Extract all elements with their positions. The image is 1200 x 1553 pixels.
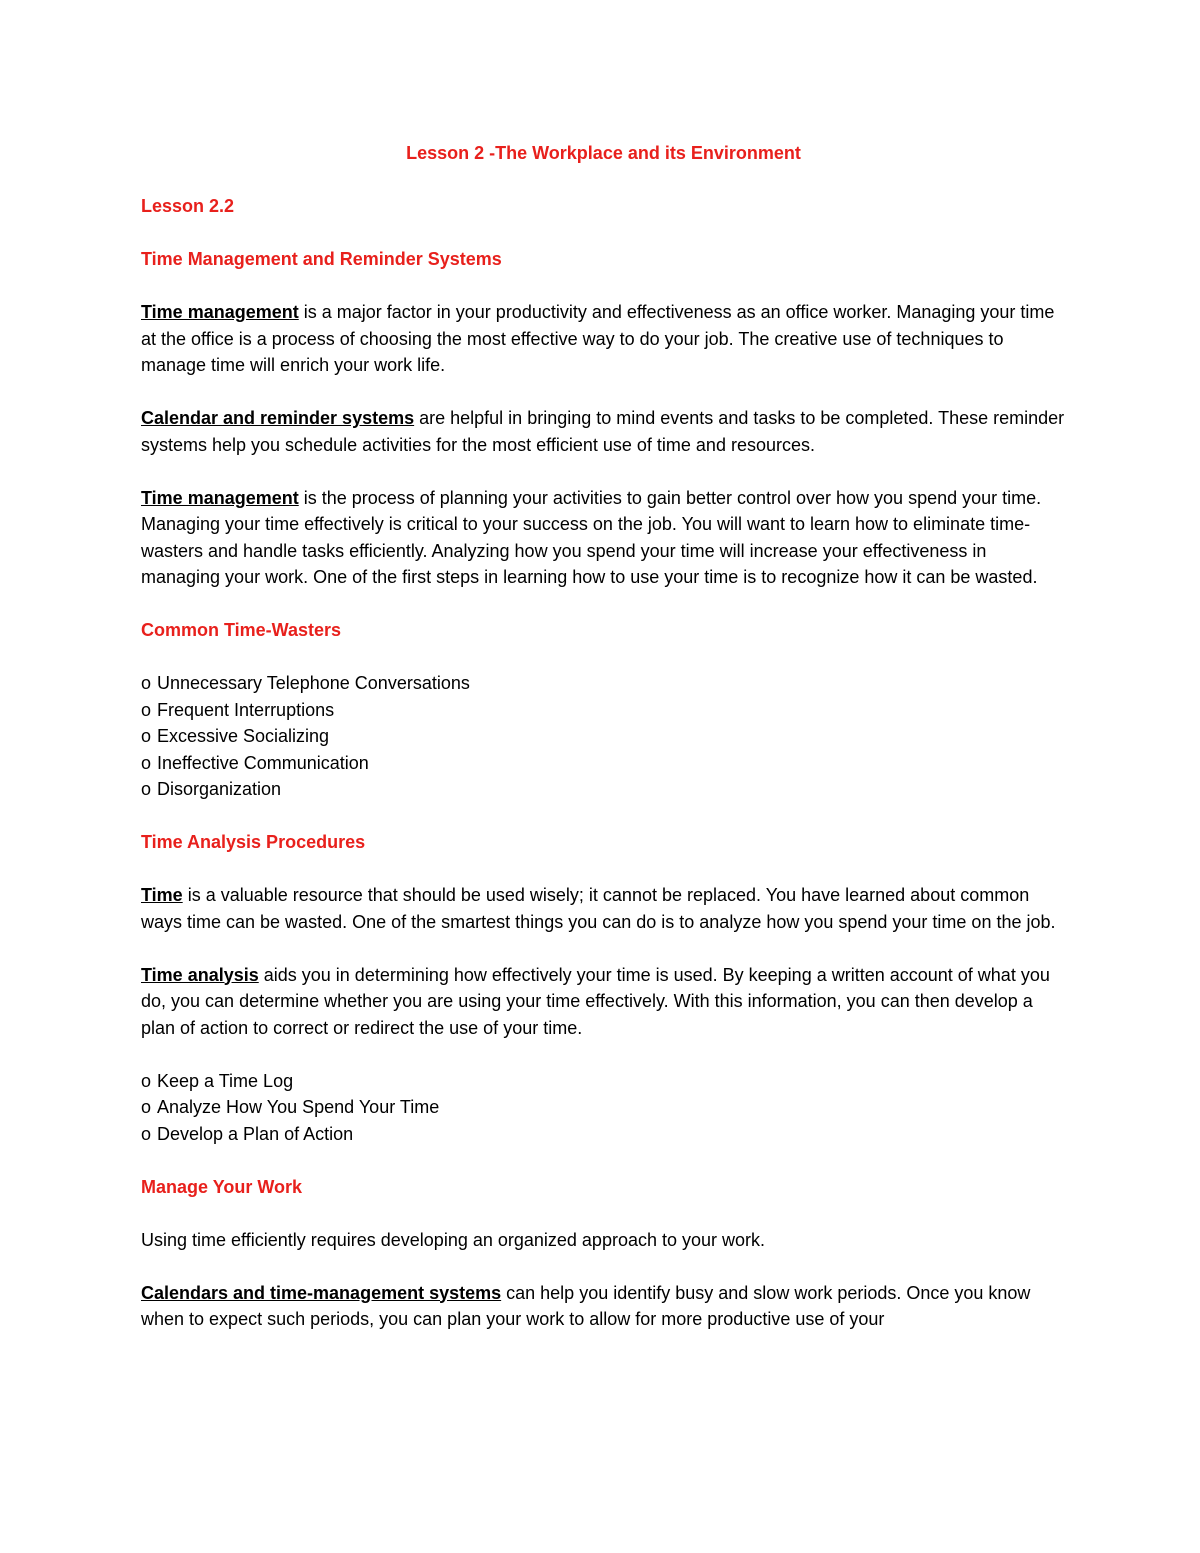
time-analysis-steps-list (141, 1068, 1066, 1148)
list-item-text: Analyze How You Spend Your Time (157, 1097, 440, 1117)
list-item (141, 776, 1066, 803)
list-item-text: Excessive Socializing (157, 726, 330, 746)
list-item-text: Ineffective Communication (157, 752, 369, 773)
bullet-marker: o (141, 726, 152, 746)
list-item-text: Unnecessary Telephone Conversations (157, 673, 470, 693)
heading-manage-work: Manage Your Work (141, 1176, 303, 1197)
paragraph-text: Using time efficiently requires developing an organized approach to your work. (141, 1229, 766, 1250)
term: Calendars and time-management systems (141, 1282, 502, 1303)
paragraph-text: is a valuable resource that should be used wisely; it cannot be replaced. You have learned about common ways time can be wasted. One of the smartest things you can do is to analyze how you spend your time on the job. (141, 885, 1056, 932)
time-wasters-list (141, 670, 1066, 803)
paragraph-text: is a major factor in your productivity and effectiveness as an office worker. Managing your time at the office is a process of choosing the most effective way to do your job. The creative use of techniques to manage time will enrich your work life. (141, 302, 1055, 375)
term: Time analysis (141, 964, 259, 985)
paragraph-organized-approach (141, 1227, 1066, 1254)
list-item (141, 1094, 1066, 1121)
heading-time-analysis: Time Analysis Procedures (141, 832, 366, 852)
paragraph-calendars-systems (141, 1280, 1066, 1333)
bullet-marker: o (141, 1097, 152, 1117)
term: Time management (141, 302, 299, 322)
term: Time (141, 885, 183, 905)
paragraph-text: are helpful in bringing to mind events and tasks to be completed. These reminder systems help you schedule activities for the most efficient use of time and resources. (141, 408, 1065, 455)
list-item (141, 723, 1066, 750)
term: Time management (141, 487, 299, 508)
lesson-number: Lesson 2.2 (141, 196, 235, 216)
bullet-marker: o (141, 1123, 152, 1144)
list-item (141, 1121, 1066, 1148)
list-item (141, 697, 1066, 724)
list-item (141, 1068, 1066, 1095)
paragraph-time-analysis (141, 962, 1066, 1042)
bullet-marker: o (141, 779, 152, 799)
bullet-marker: o (141, 673, 152, 693)
list-item-text: Frequent Interruptions (157, 699, 335, 720)
paragraph-text: can help you identify busy and slow work periods. Once you know when to expect such periods, you can plan your work to allow for more productive use of your (141, 1282, 1031, 1329)
paragraph-time-management-intro (141, 299, 1066, 379)
bullet-marker: o (141, 1070, 152, 1091)
heading-time-wasters: Common Time-Wasters (141, 620, 342, 640)
bullet-marker: o (141, 752, 152, 773)
paragraph-text: aids you in determining how effectively your time is used. By keeping a written account of what you do, you can determine whether you are using your time effectively. With this information, you can then develop a plan of action to correct or redirect the use of your time. (141, 964, 1050, 1038)
list-item (141, 670, 1066, 697)
section-title: Time Management and Reminder Systems (141, 249, 502, 269)
list-item (141, 750, 1066, 777)
list-item-text: Disorganization (157, 779, 282, 799)
paragraph-time-resource (141, 882, 1066, 935)
bullet-marker: o (141, 699, 152, 720)
paragraph-time-management-process (141, 485, 1066, 591)
list-item-text: Develop a Plan of Action (157, 1123, 354, 1144)
paragraph-text: is the process of planning your activities to gain better control over how you spend your time. Managing your time effectively is critical to your success on the job. You will want to learn how to eliminate time-wasters and handle tasks efficiently. Analyzing how you spend your time will increase your effectiveness in managing your work. One of the first steps in learning how to use your time is to recognize how it can be wasted. (141, 487, 1042, 587)
paragraph-calendar-reminder (141, 405, 1066, 458)
document-page (141, 140, 1066, 1359)
term: Calendar and reminder systems (141, 408, 415, 428)
document-title: Lesson 2 -The Workplace and its Environment (406, 143, 801, 163)
list-item-text: Keep a Time Log (157, 1070, 294, 1091)
